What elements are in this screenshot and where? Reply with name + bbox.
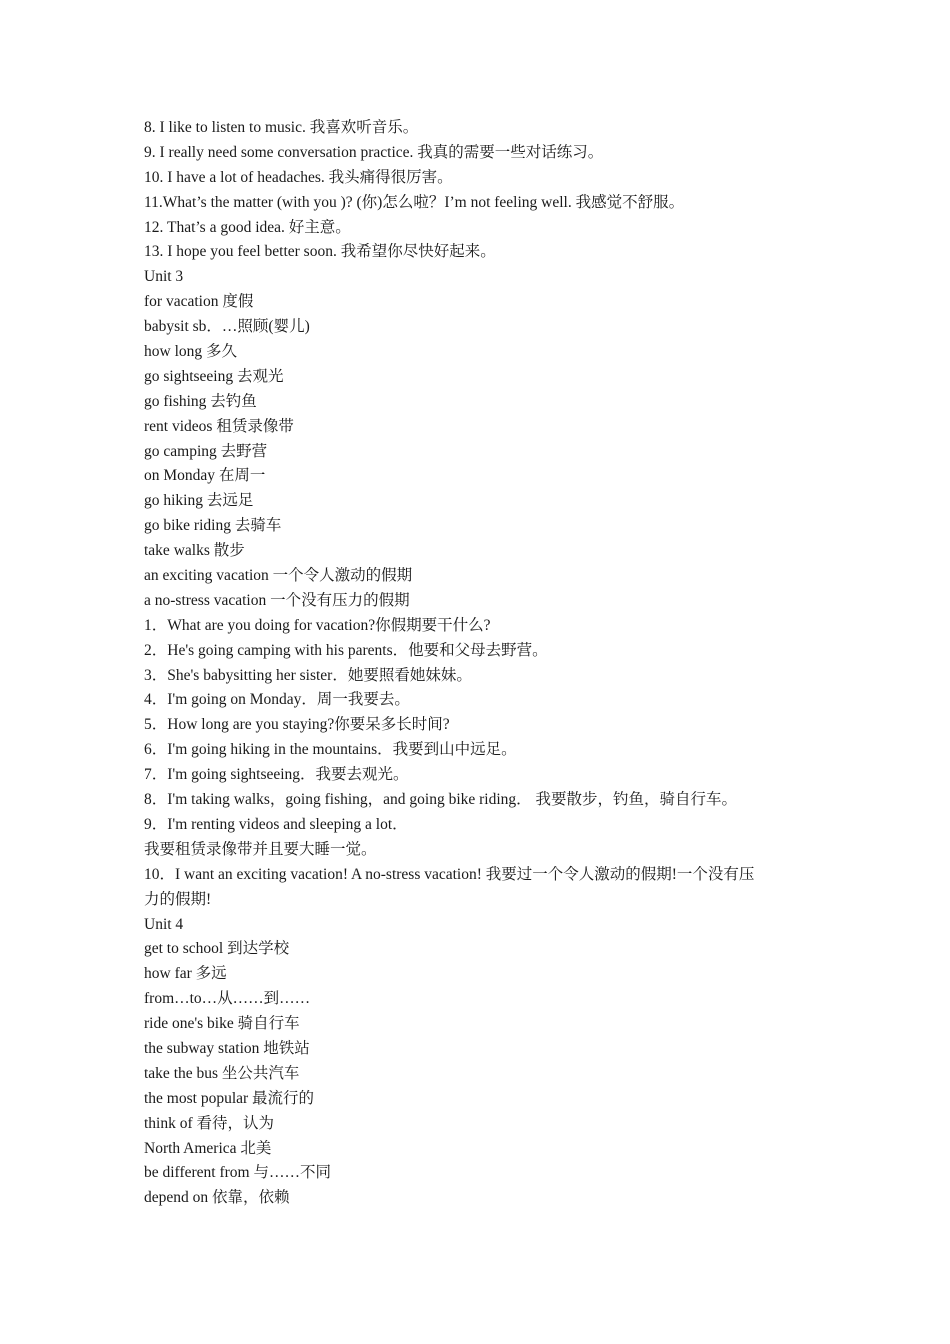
vocab-item: go camping 去野营 — [144, 442, 268, 460]
vocab-item: rent videos 租赁录像带 — [144, 417, 294, 435]
sentence-item: 3．She's babysitting her sister．她要照看她妹妹。 — [144, 666, 472, 684]
sentence-item: 我要租赁录像带并且要大睡一觉。 — [144, 840, 377, 858]
text-line: 9. I really need some conversation practice. 我真的需要一些对话练习。 — [144, 143, 604, 161]
vocab-item: on Monday 在周一 — [144, 467, 266, 485]
text-line: 11.What’s the matter (with you )? (你)怎么啦？I’m not feeling well. 我感觉不舒服。 — [144, 193, 685, 211]
vocab-item: think of 看待，认为 — [144, 1114, 275, 1132]
section-heading-unit-4: Unit 4 — [144, 915, 184, 933]
text-line: 10. I have a lot of headaches. 我头痛得很厉害。 — [144, 168, 453, 186]
vocab-item: for vacation 度假 — [144, 293, 254, 311]
sentence-item: 力的假期! — [144, 890, 212, 908]
text-line: 13. I hope you feel better soon. 我希望你尽快好起来。 — [144, 243, 496, 261]
vocab-item: get to school 到达学校 — [144, 940, 290, 958]
vocab-item: a no-stress vacation 一个没有压力的假期 — [144, 591, 410, 609]
document-page — [144, 116, 824, 1211]
sentence-item: 6．I'm going hiking in the mountains．我要到山中远足。 — [144, 741, 517, 759]
sentence-item: 4．I'm going on Monday．周一我要去。 — [144, 691, 410, 709]
text-line: 12. That’s a good idea. 好主意。 — [144, 218, 351, 236]
vocab-item: depend on 依靠，依赖 — [144, 1189, 290, 1207]
vocab-item: how long 多久 — [144, 343, 238, 361]
text-line: 8. I like to listen to music. 我喜欢听音乐。 — [144, 119, 419, 136]
vocab-item: ride one's bike 骑自行车 — [144, 1015, 300, 1033]
vocab-item: the most popular 最流行的 — [144, 1089, 315, 1107]
sentence-item: 10．I want an exciting vacation! A no-stress vacation! 我要过一个令人激动的假期!一个没有压 — [144, 865, 755, 883]
sentence-item: 5．How long are you staying?你要呆多长时间? — [144, 716, 450, 734]
vocab-item: take the bus 坐公共汽车 — [144, 1064, 300, 1082]
vocab-item: an exciting vacation 一个令人激动的假期 — [144, 567, 413, 585]
vocab-item: babysit sb．…照顾(婴儿) — [144, 318, 310, 336]
sentence-item: 2．He's going camping with his parents．他要和父母去野营。 — [144, 641, 548, 659]
sentence-item: 9．I'm renting videos and sleeping a lot． — [144, 815, 408, 833]
vocab-item: take walks 散步 — [144, 542, 245, 560]
vocab-item: go sightseeing 去观光 — [144, 367, 284, 385]
vocab-item: go bike riding 去骑车 — [144, 517, 282, 535]
vocab-item: go hiking 去远足 — [144, 492, 254, 510]
vocab-item: from…to…从……到…… — [144, 990, 311, 1008]
sentence-item: 8．I'm taking walks，going fishing，and going bike riding． 我要散步，钓鱼，骑自行车。 — [144, 791, 738, 809]
vocab-item: North America 北美 — [144, 1139, 272, 1157]
sentence-item: 7．I'm going sightseeing．我要去观光。 — [144, 766, 409, 784]
vocab-item: the subway station 地铁站 — [144, 1039, 310, 1057]
vocab-item: be different from 与……不同 — [144, 1164, 331, 1182]
vocab-item: how far 多远 — [144, 965, 227, 983]
vocab-item: go fishing 去钓鱼 — [144, 392, 257, 410]
sentence-item: 1．What are you doing for vacation?你假期要干什么? — [144, 616, 491, 634]
section-heading-unit-3: Unit 3 — [144, 268, 184, 286]
